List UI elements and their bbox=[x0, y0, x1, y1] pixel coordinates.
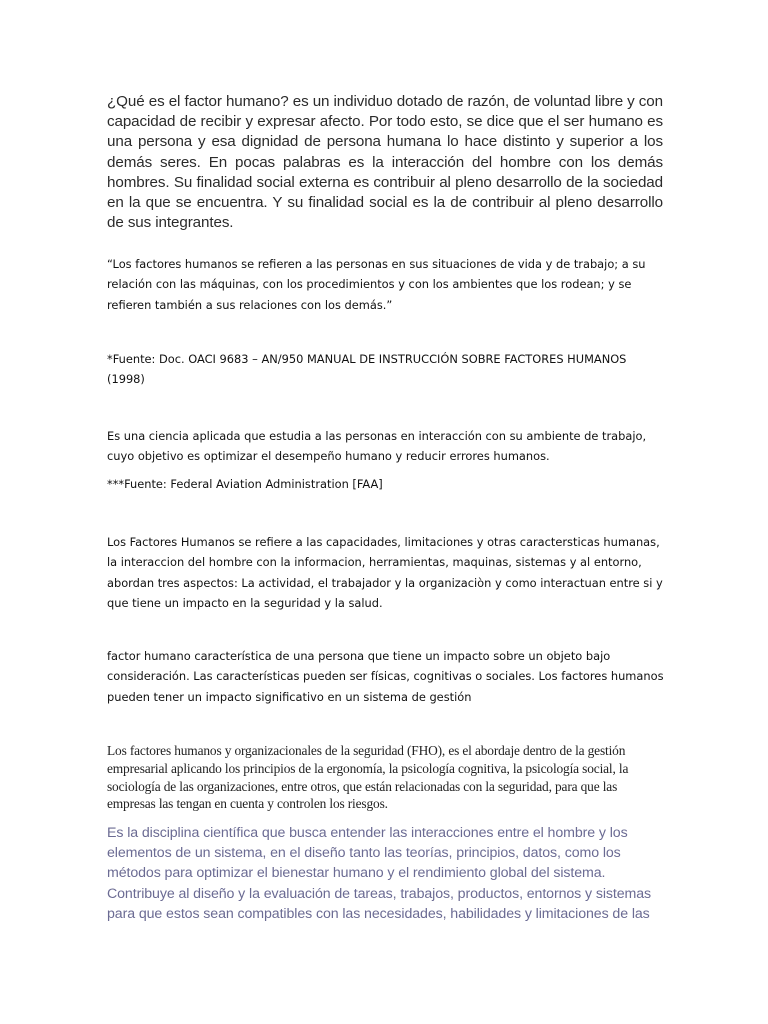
intro-paragraph: ¿Qué es el factor humano? es un individuo dotado de razón, de voluntad libre y con capacidad de recibir y expresar afecto. Por todo esto, se dice que el ser humano es una persona y esa dignidad de persona humana lo hace distinto y superior a los demás seres. En pocas palabras es la interacción del hombre con los demás hombres. Su finalidad social externa es contribuir al pleno desarrollo de la sociedad en la que se encuentra. Y su finalidad social es la de contribuir al pleno desarrollo de sus integrantes. bbox=[107, 93, 663, 232]
characteristic-definition-paragraph: factor humano característica de una persona que tiene un impacto sobre un objeto bajo consideración. Las características pueden ser físicas, cognitivas o sociales. Los factores humanos pueden tener un impacto significativo en un sistema de gestión bbox=[107, 649, 664, 704]
fho-definition-paragraph: Los factores humanos y organizacionales de la seguridad (FHO), es el abordaje dentro de la gestión empresarial aplicando los principios de la ergonomía, la psicología cognitiva, la psicología social, la sociología de las organizaciones, entre otros, que están relacionadas con la seguridad, para que las empresas las tengan en cuenta y controlen los riesgos. bbox=[107, 743, 629, 812]
oaci-source-citation: *Fuente: Doc. OACI 9683 – AN/950 MANUAL DE INSTRUCCIÓN SOBRE FACTORES HUMANOS (1998) bbox=[107, 352, 627, 387]
discipline-definition-paragraph: Es la disciplina científica que busca entender las interacciones entre el hombre y los elementos de un sistema, en el diseño tanto las teorías, principios, datos, como los métodos para optimizar el bienestar humano y el rendimiento global del sistema. Contribuye al diseño y la evaluación de tareas, trabajos, productos, entornos y sistemas para que estos sean compatibles con las necesidades, habilidades y limitaciones de las bbox=[107, 825, 652, 922]
oaci-quote: “Los factores humanos se refieren a las personas en sus situaciones de vida y de trabajo; a su relación con las máquinas, con los procedimientos y con los ambientes que los rodean; y se refieren también a sus relaciones con los demás.” bbox=[107, 257, 646, 312]
capacities-definition-paragraph: Los Factores Humanos se refiere a las capacidades, limitaciones y otras caractersticas humanas, la interaccion del hombre con la informacion, herramientas, maquinas, sistemas y al entorno, abordan tres aspectos: La actividad, el trabajador y la organizaciòn y como interactuan entre si y que tiene un impacto en la seguridad y la salud. bbox=[107, 535, 663, 611]
faa-source-citation: ***Fuente: Federal Aviation Administration [FAA] bbox=[107, 477, 383, 491]
faa-definition-paragraph: Es una ciencia aplicada que estudia a las personas en interacción con su ambiente de trabajo, cuyo objetivo es optimizar el desempeño humano y reducir errores humanos. bbox=[107, 429, 647, 464]
